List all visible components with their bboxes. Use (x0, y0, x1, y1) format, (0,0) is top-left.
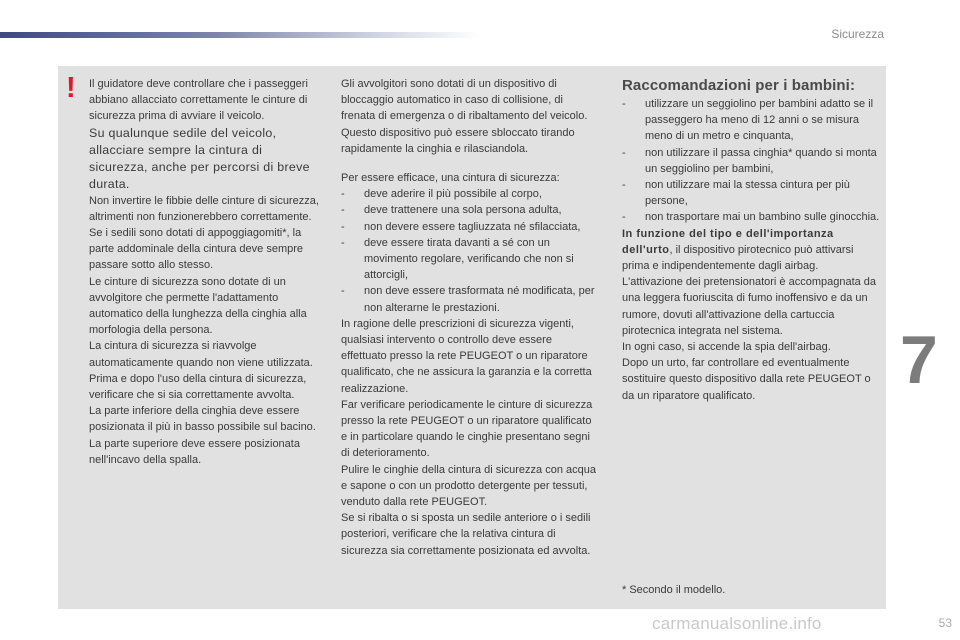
children-heading: Raccomandazioni per i bambini: (622, 77, 856, 94)
impact-text: , il dispositivo pirotecnico può attivarsi prima e indipendentemente dagli airbag. L'attivazione dei pretensionatori è accompagnata da una leggera fuoriuscita di fumo inoffensivo e da un rumore, dovuti all'attivazione della cartuccia pirotecnica integrata nel sistema. (622, 243, 877, 337)
list-item: - non utilizzare il passa cinghia* quando si monta un seggiolino per bambini, (622, 145, 882, 177)
exclamation-warning-icon: ! (66, 72, 76, 104)
requirements-list (341, 186, 599, 316)
list-item: - non trasportare mai un bambino sulle ginocchia. (622, 209, 882, 225)
paragraph: Far verificare periodicamente le cinture di sicurezza presso la rete PEUGEOT o un riparatore qualificato e in particolare quando le cinghie presentano segni di deterioramento. (341, 398, 593, 460)
column-middle (341, 76, 599, 559)
footnote: * Secondo il modello. (622, 584, 726, 596)
column-left (89, 76, 321, 468)
children-list (622, 96, 882, 226)
paragraph: La parte inferiore della cinghia deve essere posizionata il più in basso possibile sul bacino. (89, 405, 316, 434)
impact-paragraph (622, 226, 882, 339)
paragraph: La cintura di sicurezza si riavvolge automaticamente quando non viene utilizzata. (89, 340, 313, 369)
paragraph: Dopo un urto, far controllare ed eventualmente sostituire questo dispositivo dalla rete PEUGEOT o da un riparatore qualificato. (622, 357, 871, 402)
list-item: - non devere essere tagliuzzata né sfilacciata, (341, 219, 599, 235)
page-number: 53 (938, 616, 952, 630)
paragraph: Se i sedili sono dotati di appoggiagomiti*, la parte addominale della cintura deve sempre passare sotto allo stesso. (89, 227, 304, 272)
list-item: - deve trattenere una sola persona adulta, (341, 202, 599, 218)
paragraph: In ragione delle prescrizioni di sicurezza vigenti, qualsiasi intervento o controllo deve essere effettuato presso la rete PEUGEOT o un riparatore qualificato, che ne assicura la garanzia e la corretta realizzazione. (341, 317, 592, 395)
chapter-number: 7 (900, 322, 938, 398)
bold-warning: Su qualunque sedile del veicolo, allacciare sempre la cintura di sicurezza, anche per percorsi di breve durata. (89, 125, 310, 191)
header-accent-bar (0, 32, 480, 38)
watermark: carmanualsonline.info (652, 614, 822, 633)
paragraph: Le cinture di sicurezza sono dotate di un avvolgitore che permette l'adattamento automatico della lunghezza della cinghia alla morfologia della persona. (89, 275, 307, 337)
list-intro: Per essere efficace, una cintura di sicurezza: (341, 172, 560, 185)
paragraph: In ogni caso, si accende la spia dell'airbag. (622, 341, 831, 354)
paragraph: Non invertire le fibbie delle cinture di sicurezza, altrimenti non funzionerebbero correttamente. (89, 194, 319, 223)
column-right (622, 76, 882, 404)
paragraph: La parte superiore deve essere posizionata nell'incavo della spalla. (89, 437, 300, 466)
paragraph: Pulire le cinghie della cintura di sicurezza con acqua e sapone o con un prodotto detergente per tessuti, venduto dalla rete PEUGEOT. (341, 463, 596, 509)
paragraph: Prima e dopo l'uso della cintura di sicurezza, verificare che si sia correttamente avvolta. (89, 372, 307, 402)
list-item: - utilizzare un seggiolino per bambini adatto se il passeggero ha meno di 12 anni o se misura meno di un metro e cinquanta, (622, 96, 882, 145)
list-item: - deve aderire il più possibile al corpo, (341, 186, 599, 202)
list-item: - non deve essere trasformata né modificata, per non alterarne le prestazioni. (341, 283, 599, 315)
list-item: - deve essere tirata davanti a sé con un movimento regolare, verificando che non si attorcigli, (341, 235, 599, 284)
paragraph: Se si ribalta o si sposta un sedile anteriore o i sedili posteriori, verificare che la relativa cintura di sicurezza sia correttamente posizionata ed avvolta. (341, 512, 591, 557)
paragraph: Gli avvolgitori sono dotati di un dispositivo di bloccaggio automatico in caso di collisione, di frenata di emergenza o di ribaltamento del veicolo. Questo dispositivo può essere sbloccato tirando rapidamente la cinghia e rilasciandola. (341, 78, 588, 155)
list-item: - non utilizzare mai la stessa cintura per più persone, (622, 177, 882, 209)
impact-heading: In funzione del tipo e dell'importanza dell'urto (622, 227, 834, 256)
section-title: Sicurezza (831, 27, 884, 41)
intro-paragraph: Il guidatore deve controllare che i passeggeri abbiano allacciato correttamente le cinture di sicurezza prima di avviare il veicolo. (89, 78, 308, 123)
